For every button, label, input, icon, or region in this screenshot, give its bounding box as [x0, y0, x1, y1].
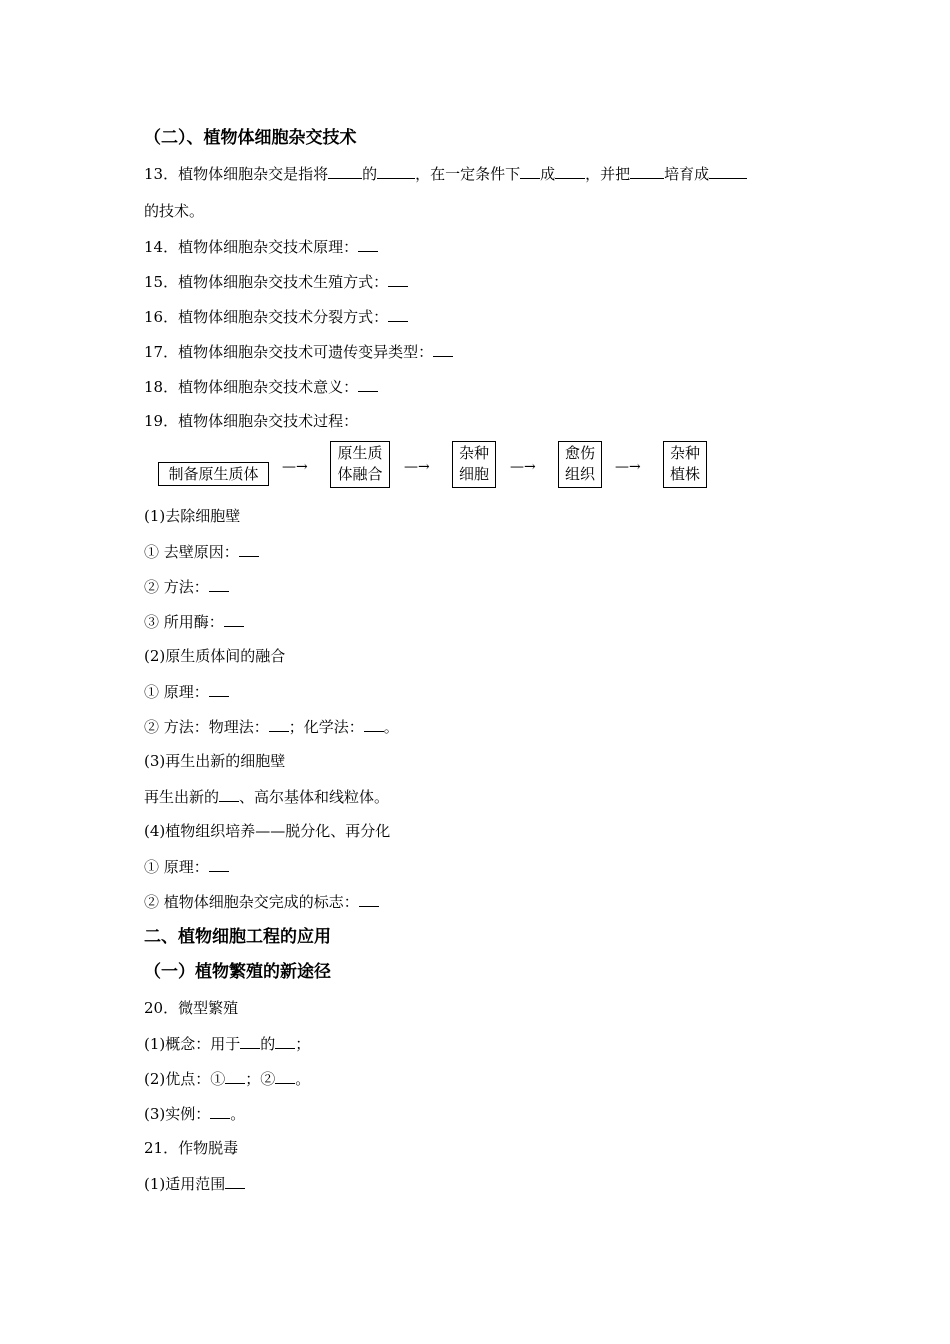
q13-number: 13． [144, 165, 179, 183]
item-text: 的 [260, 1035, 276, 1053]
item-text: 。 [230, 1105, 246, 1123]
q13-text: 培育成 [664, 165, 710, 183]
flow-label: 杂种 [669, 444, 700, 462]
q20-item-2 [144, 1068, 310, 1089]
question-14 [144, 236, 378, 257]
blank [209, 856, 229, 872]
question-19: 19．植物体细胞杂交技术过程： [144, 412, 359, 430]
blank [240, 1033, 260, 1049]
blank [219, 786, 239, 802]
item-text: (3)实例： [144, 1105, 211, 1123]
flow-label: 愈伤 [564, 444, 595, 462]
question-20-title: 20．微型繁殖 [144, 999, 239, 1017]
item-text: ；② [245, 1070, 276, 1088]
blank [359, 891, 379, 907]
blank [555, 163, 585, 179]
blank [239, 541, 259, 557]
step-4-item-a [144, 856, 229, 877]
step-2-title: (2)原生质体间的融合 [144, 647, 286, 665]
q21-item-1 [144, 1173, 245, 1194]
flow-label: 组织 [564, 465, 595, 483]
item-text: ① 去壁原因： [144, 543, 239, 561]
step-1-item-b [144, 576, 229, 597]
step-4-item-b [144, 891, 379, 912]
blank [275, 1033, 295, 1049]
item-text: (1)概念：用于 [144, 1035, 241, 1053]
q18-text: 18．植物体细胞杂交技术意义： [144, 378, 359, 396]
q17-text: 17．植物体细胞杂交技术可遗传变异类型： [144, 343, 434, 361]
item-text: (2)优点：① [144, 1070, 226, 1088]
item-text: 。 [383, 718, 399, 736]
item-text: ① 原理： [144, 683, 209, 701]
item-text: (1)适用范围 [144, 1175, 226, 1193]
blank [269, 716, 289, 732]
blank [364, 716, 384, 732]
question-15 [144, 271, 408, 292]
q20-item-3 [144, 1103, 245, 1124]
section-title: （二）、植物体细胞杂交技术 [144, 128, 357, 148]
q15-text: 15．植物体细胞杂交技术生殖方式： [144, 273, 389, 291]
subsection-heading-1: （一）植物繁殖的新途径 [144, 962, 331, 982]
blank [433, 341, 453, 357]
item-text: 。 [295, 1070, 311, 1088]
flow-arrow: —→ [510, 459, 536, 475]
q16-text: 16．植物体细胞杂交技术分裂方式： [144, 308, 389, 326]
step-4-title: (4)植物组织培养——脱分化、再分化 [144, 822, 391, 840]
flow-label: 植株 [669, 465, 700, 483]
flow-step-protoplast-fusion [330, 441, 390, 488]
blank [520, 163, 540, 179]
q13-text: ，在一定条件下 [415, 165, 521, 183]
item-text: ② 方法： [144, 578, 209, 596]
flow-step-prepare-protoplast [158, 462, 269, 486]
blank [275, 1068, 295, 1084]
question-21-title: 21．作物脱毒 [144, 1139, 239, 1157]
item-text: 、高尔基体和线粒体。 [239, 788, 390, 806]
q13-text: 植物体细胞杂交是指将 [178, 165, 329, 183]
blank [377, 163, 415, 179]
flow-label: 原生质 [337, 444, 383, 462]
item-text: ； [295, 1035, 311, 1053]
flow-step-hybrid-cell [452, 441, 496, 488]
blank [328, 163, 362, 179]
question-17 [144, 341, 453, 362]
flow-arrow: —→ [282, 459, 308, 475]
q20-item-1 [144, 1033, 310, 1054]
flow-arrow: —→ [404, 459, 430, 475]
question-13 [144, 163, 747, 184]
blank [209, 681, 229, 697]
blank [388, 306, 408, 322]
item-text: ③ 所用酶： [144, 613, 224, 631]
blank [225, 1173, 245, 1189]
item-text: ① 原理： [144, 858, 209, 876]
flow-arrow: —→ [615, 459, 641, 475]
blank [358, 236, 378, 252]
step-1-item-c [144, 611, 244, 632]
item-text: 再生出新的 [144, 788, 220, 806]
blank [209, 576, 229, 592]
step-3-title: (3)再生出新的细胞壁 [144, 752, 286, 770]
item-text: ；化学法： [288, 718, 364, 736]
flow-label: 细胞 [458, 465, 489, 483]
flow-label: 杂种 [458, 444, 489, 462]
q13-text: 的 [362, 165, 378, 183]
step-2-item-b [144, 716, 399, 737]
q13-continuation: 的技术。 [144, 202, 205, 220]
step-3-item-a [144, 786, 389, 807]
blank [210, 1103, 230, 1119]
q13-text: 成 [540, 165, 556, 183]
flow-step-hybrid-plant [663, 441, 707, 488]
flow-label: 体融合 [337, 465, 383, 483]
step-2-item-a [144, 681, 229, 702]
question-18 [144, 376, 378, 397]
blank [388, 271, 408, 287]
section-heading-2: 二、植物细胞工程的应用 [144, 927, 331, 947]
blank [225, 1068, 245, 1084]
item-text: ② 植物体细胞杂交完成的标志： [144, 893, 359, 911]
flow-step-callus [558, 441, 602, 488]
step-1-title: (1)去除细胞壁 [144, 507, 241, 525]
question-16 [144, 306, 408, 327]
process-flowchart [158, 441, 758, 489]
flow-label: 制备原生质体 [168, 465, 259, 483]
blank [224, 611, 244, 627]
q13-text: ，并把 [585, 165, 631, 183]
step-1-item-a [144, 541, 259, 562]
item-text: ② 方法：物理法： [144, 718, 269, 736]
q14-text: 14．植物体细胞杂交技术原理： [144, 238, 359, 256]
blank [630, 163, 664, 179]
blank [358, 376, 378, 392]
blank [709, 163, 747, 179]
